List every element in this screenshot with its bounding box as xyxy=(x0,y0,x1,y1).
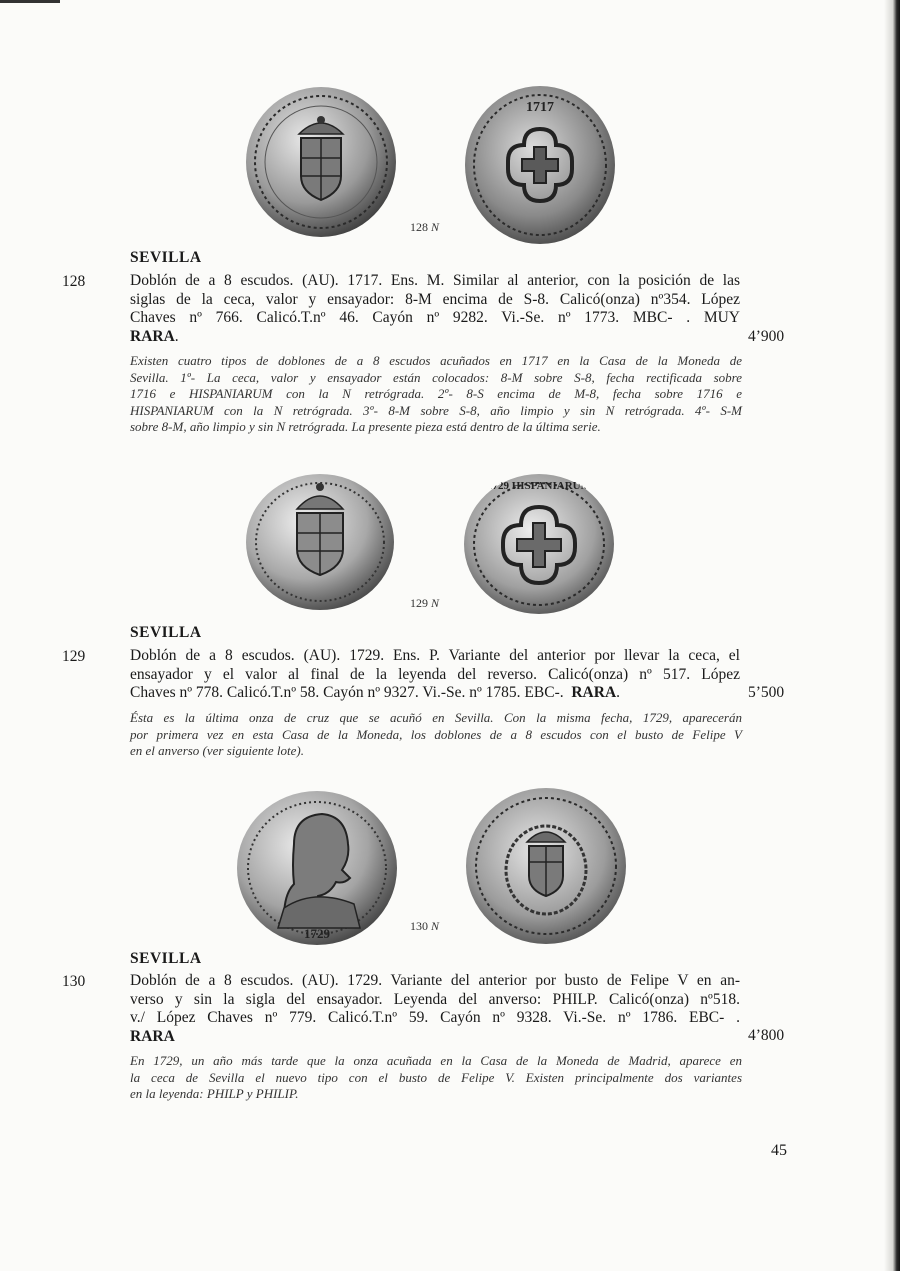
lot-130-description-line: verso y sin la sigla del ensayador. Leyenda del anverso: PHILP. Calicó(onza) nº518. xyxy=(130,990,740,1008)
lot-128-note-line: HISPANIARUM con la N retrógrada. 3º- 8-M sobre S-8, año limpio y sin N retrógrada. 4º- S-M xyxy=(130,402,742,418)
lot-128-caption-number: 128 xyxy=(410,220,428,234)
lot-128-caption-metal: N xyxy=(431,220,440,234)
lot-130-price: 4’800 xyxy=(748,1027,785,1044)
lot-129-note-line: por primera vez en esta Casa de la Moneda, los doblones de a 8 escudos con el busto de Felipe V xyxy=(130,726,742,742)
lot-129-caption-number: 129 xyxy=(410,596,428,610)
lot-130-rarity: RARA xyxy=(130,1027,175,1045)
lot-129-caption xyxy=(410,596,439,611)
lot-128-description-line: Chaves nº 766. Calicó.T.nº 46. Cayón nº 9282. Vi.-Se. nº 1773. MBC- . MUY xyxy=(130,309,740,326)
lot-128-note-line: Existen cuatro tipos de doblones de a 8 escudos acuñados en 1717 en la Casa de la Moneda de xyxy=(130,353,742,368)
lot-129-description-line: Doblón de a 8 escudos. (AU). 1729. Ens. P. Variante del anterior por llevar la ceca, el xyxy=(130,647,740,664)
lot-130-city: SEVILLA xyxy=(130,950,202,967)
lot-128-price: 4’900 xyxy=(748,328,785,345)
lot-129-rarity-suffix: . xyxy=(616,684,621,701)
lot-128-description-line: Doblón de a 8 escudos. (AU). 1717. Ens. M. Similar al anterior, con la posición de las xyxy=(130,272,740,289)
lot-128-city: SEVILLA xyxy=(130,249,202,266)
lot-128-note-line: Sevilla. 1º- La ceca, valor y ensayador están colocados: 8-M sobre S-8, fecha rectificada sobre xyxy=(130,369,742,385)
lot-128-caption xyxy=(410,220,439,235)
lot-129-description xyxy=(130,647,740,703)
lot-130-note-line: en la leyenda: PHILP y PHILIP. xyxy=(130,1086,299,1101)
lot-130-note-line: la ceca de Sevilla el nuevo tipo con el busto de Felipe V. Existen principalmente dos variantes xyxy=(130,1069,742,1085)
page-number: 45 xyxy=(771,1142,787,1159)
lot-130-obverse-date: 1729 xyxy=(304,926,330,941)
lot-129-city: SEVILLA xyxy=(130,624,202,641)
lot-130-obverse-coin xyxy=(236,790,399,947)
lot-130-caption-metal: N xyxy=(431,919,440,933)
lot-129-price: 5’500 xyxy=(748,684,785,701)
lot-129-caption-metal: N xyxy=(431,596,440,610)
lot-130-caption xyxy=(410,919,439,934)
lot-128-note xyxy=(130,353,742,436)
lot-128-obverse-coin xyxy=(245,86,397,238)
lot-129-reverse-coin xyxy=(463,473,615,616)
lot-130-description-line: v./ López Chaves nº 779. Calicó.T.nº 59. Cayón nº 9328. Vi.-Se. nº 1786. EBC- . xyxy=(130,1009,740,1026)
lot-130-note-line: En 1729, un año más tarde que la onza acuñada en la Casa de la Moneda de Madrid, aparece en xyxy=(130,1053,742,1068)
lot-130-description xyxy=(130,972,740,1046)
lot-129-rarity: RARA xyxy=(571,684,617,701)
lot-129-note xyxy=(130,710,742,760)
lot-129-obverse-coin xyxy=(245,473,395,611)
lot-129-number: 129 xyxy=(62,648,86,665)
lot-129-note-line: Ésta es la última onza de cruz que se acuñó en Sevilla. Con la misma fecha, 1729, aparecerán xyxy=(130,710,742,725)
lot-129-description-line: Chaves nº 778. Calicó.T.nº 58. Cayón nº 9327. Vi.-Se. nº 1785. EBC-. xyxy=(130,684,564,701)
lot-128-reverse-date: 1717 xyxy=(526,100,554,115)
lot-130-description-line: Doblón de a 8 escudos. (AU). 1729. Variante del anterior por busto de Felipe V en an- xyxy=(130,972,740,989)
lot-129-reverse-legend: 1729 HISPANIARUM xyxy=(487,480,591,492)
lot-129-description-line: ensayador y el valor al final de la leyenda del reverso. Calicó(onza) nº 517. López xyxy=(130,665,740,683)
lot-128-description-line: siglas de la ceca, valor y ensayador: 8-M encima de S-8. Calicó(onza) nº354. López xyxy=(130,290,740,308)
lot-128-description xyxy=(130,272,740,346)
lot-128-number: 128 xyxy=(62,273,86,290)
lot-128-note-line: sobre 8-M, año limpio y sin N retrógrada. La presente pieza está dentro de la última serie. xyxy=(130,419,601,434)
lot-130-number: 130 xyxy=(62,973,86,990)
lot-130-caption-number: 130 xyxy=(410,919,428,933)
lot-128-note-line: 1716 e HISPANIARUM con la N retrógrada. 2º- 8-S encima de M-8, fecha sobre 1716 e xyxy=(130,386,742,401)
lot-128-rarity-suffix: . xyxy=(174,327,179,345)
page-edge-mark xyxy=(0,0,60,3)
page-binding-shadow xyxy=(884,0,900,1271)
lot-128-reverse-coin xyxy=(464,85,616,245)
lot-130-reverse-coin xyxy=(465,786,628,946)
lot-128-rarity: RARA xyxy=(130,327,175,345)
lot-130-note xyxy=(130,1053,742,1103)
lot-129-note-line: en el anverso (ver siguiente lote). xyxy=(130,743,304,758)
